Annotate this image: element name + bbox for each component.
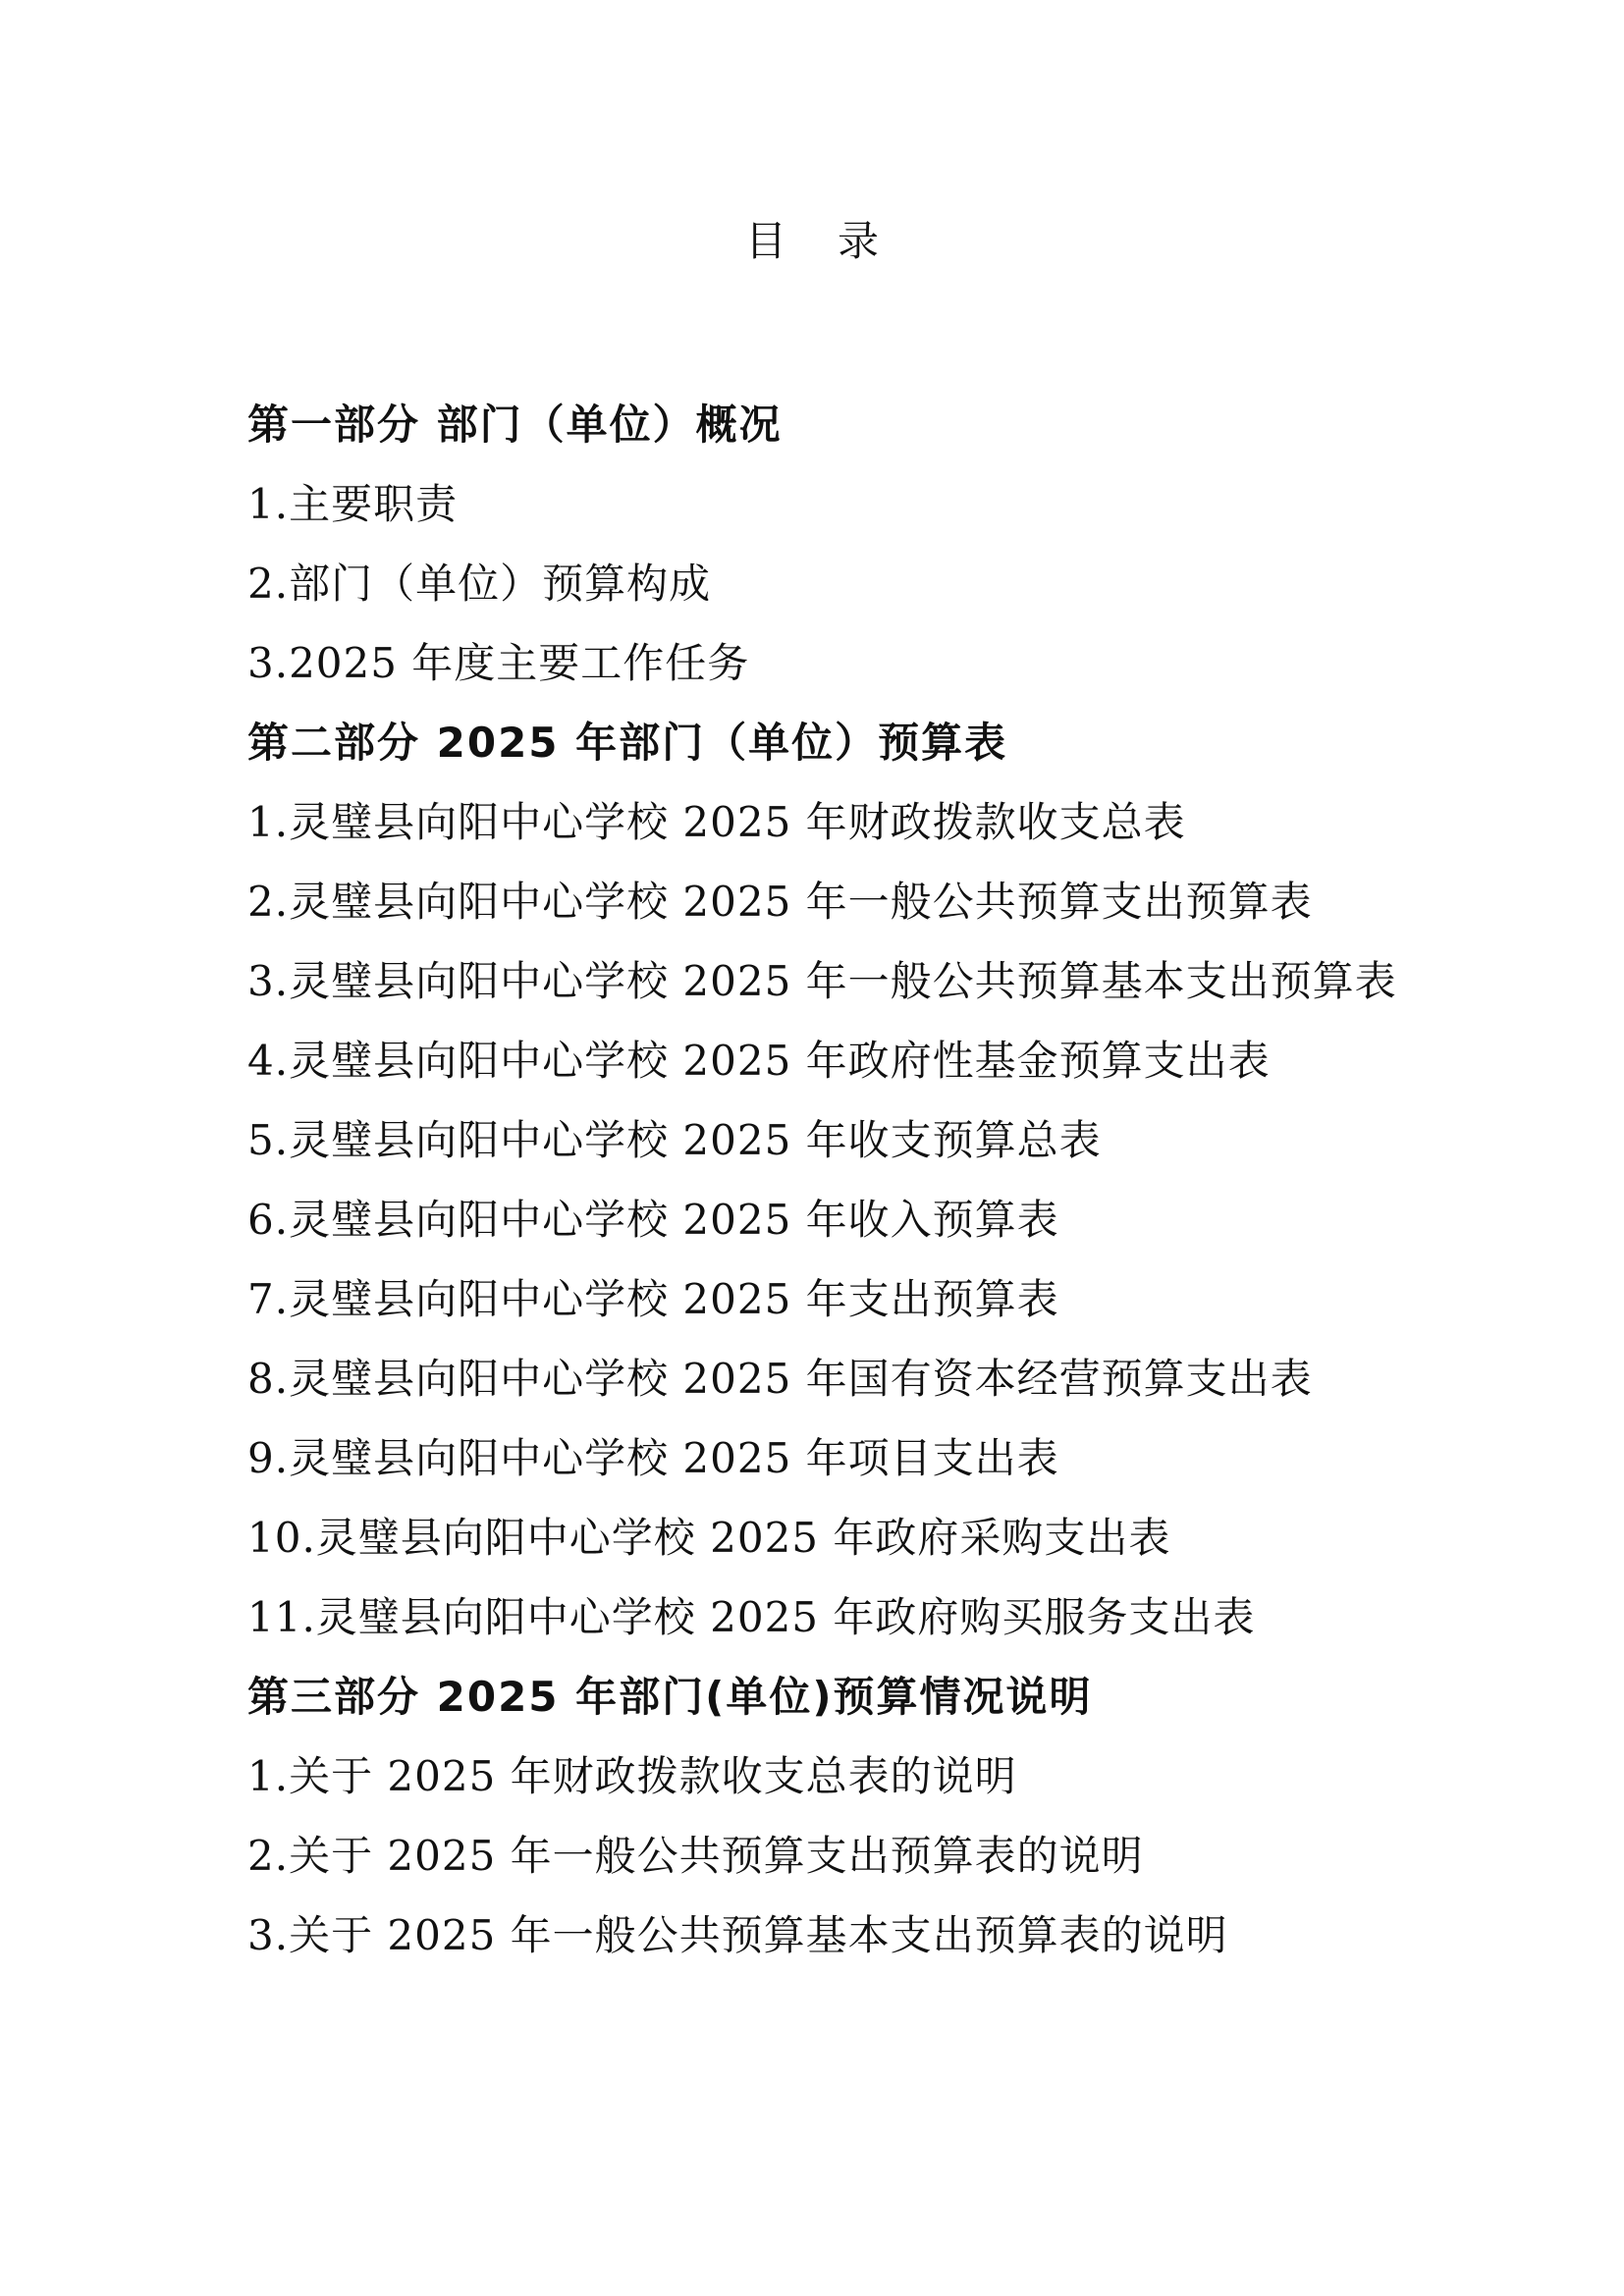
toc-entry[interactable]: 9.灵璧县向阳中心学校 2025 年项目支出表: [247, 1434, 1059, 1482]
toc-entry[interactable]: 1.灵璧县向阳中心学校 2025 年财政拨款收支总表: [247, 798, 1186, 846]
toc-entry[interactable]: 1.关于 2025 年财政拨款收支总表的说明: [247, 1752, 1017, 1800]
page-title: 目录: [744, 217, 930, 265]
toc-entry[interactable]: 3.关于 2025 年一般公共预算基本支出预算表的说明: [247, 1911, 1228, 1959]
toc-entry[interactable]: 6.灵璧县向阳中心学校 2025 年收入预算表: [247, 1196, 1059, 1244]
toc-entry[interactable]: 4.灵璧县向阳中心学校 2025 年政府性基金预算支出表: [247, 1037, 1271, 1085]
toc-entry[interactable]: 2.关于 2025 年一般公共预算支出预算表的说明: [247, 1832, 1144, 1880]
toc-section-heading[interactable]: 第二部分 2025 年部门（单位）预算表: [247, 719, 1008, 767]
toc-entry[interactable]: 10.灵璧县向阳中心学校 2025 年政府采购支出表: [247, 1514, 1171, 1562]
toc-entry[interactable]: 3.灵璧县向阳中心学校 2025 年一般公共预算基本支出预算表: [247, 957, 1397, 1005]
table-of-contents: [247, 385, 1406, 1975]
toc-entry[interactable]: 3.2025 年度主要工作任务: [247, 639, 750, 687]
toc-entry[interactable]: 5.灵璧县向阳中心学校 2025 年收支预算总表: [247, 1116, 1102, 1164]
toc-entry[interactable]: 2.灵璧县向阳中心学校 2025 年一般公共预算支出预算表: [247, 878, 1313, 926]
toc-entry[interactable]: 7.灵璧县向阳中心学校 2025 年支出预算表: [247, 1275, 1059, 1323]
toc-entry[interactable]: 11.灵璧县向阳中心学校 2025 年政府购买服务支出表: [247, 1593, 1256, 1641]
toc-section-heading[interactable]: 第一部分 部门（单位）概况: [247, 400, 783, 449]
toc-entry[interactable]: 2.部门（单位）预算构成: [247, 560, 712, 608]
toc-entry[interactable]: 1.主要职责: [247, 480, 459, 528]
toc-section-heading[interactable]: 第三部分 2025 年部门(单位)预算情况说明: [247, 1673, 1093, 1721]
toc-entry[interactable]: 8.灵璧县向阳中心学校 2025 年国有资本经营预算支出表: [247, 1355, 1313, 1403]
